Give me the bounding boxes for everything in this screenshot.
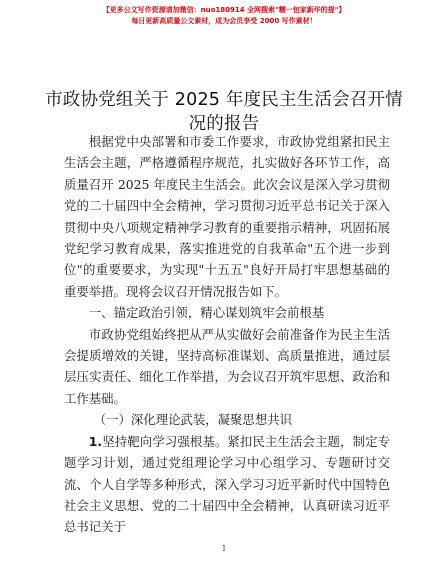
subsection-heading-1: （一）深化理论武装，凝聚思想共识 (93, 412, 292, 428)
section-1-paragraph: 市政协党组始终把从严从实做好会前准备作为民主生活会提质增效的关键，坚持高标准谋划、高质量推进，通过层层压实责任、细化工作举措，为会议召开筑牢思想、政治和工作基础。 (64, 326, 390, 406)
promo-banner-line-2: 每日更新高质量公文素材，成为会员享受 2000 写作素材！ (131, 17, 317, 25)
section-heading-1: 一、锚定政治引领，精心谋划筑牢会前根基 (88, 305, 325, 321)
document-body (64, 131, 390, 538)
item-number: 1. (88, 433, 103, 449)
intro-paragraph: 根据党中央部署和市委工作要求，市政协党组紧扣民主生活会主题，严格遵循程序规范，扎实做好各环节工作，高质量召开 2025 年度民主生活会。此次会议是深入学习贯彻党的二十届四中全会精神，学习贯彻习近平总书记关于深入贯彻中央八项规定精神学习教育的重要指示精神，巩固拓展党纪学习教育成果，落实推进党的自我革命"五个进一步到位"的重要要求，为实现"十五五"良好开局打牢思想基础的重要举措。现将会议召开情况报告如下。 (64, 134, 390, 299)
promo-banner-line-1: 【更多公文写作资源请加微信：nuo180914 全网搜索"糯一包家新华的提"】 (102, 6, 346, 14)
page-number: 1 (221, 544, 227, 553)
document-title: 市政协党组关于 2025 年度民主生活会召开情况的报告 (45, 90, 403, 134)
item-1-text: 坚持靶向学习强根基。紧扣民主生活会主题，制定专题学习计划，通过党组理论学习中心组学习、专题研讨交流、个人自学等多种形式，深入学习习近平新时代中国特色社会主义思想、党的二十届四中全会精神，认真研读习近平总书记关于 (64, 433, 390, 535)
item-1-paragraph (64, 431, 390, 538)
